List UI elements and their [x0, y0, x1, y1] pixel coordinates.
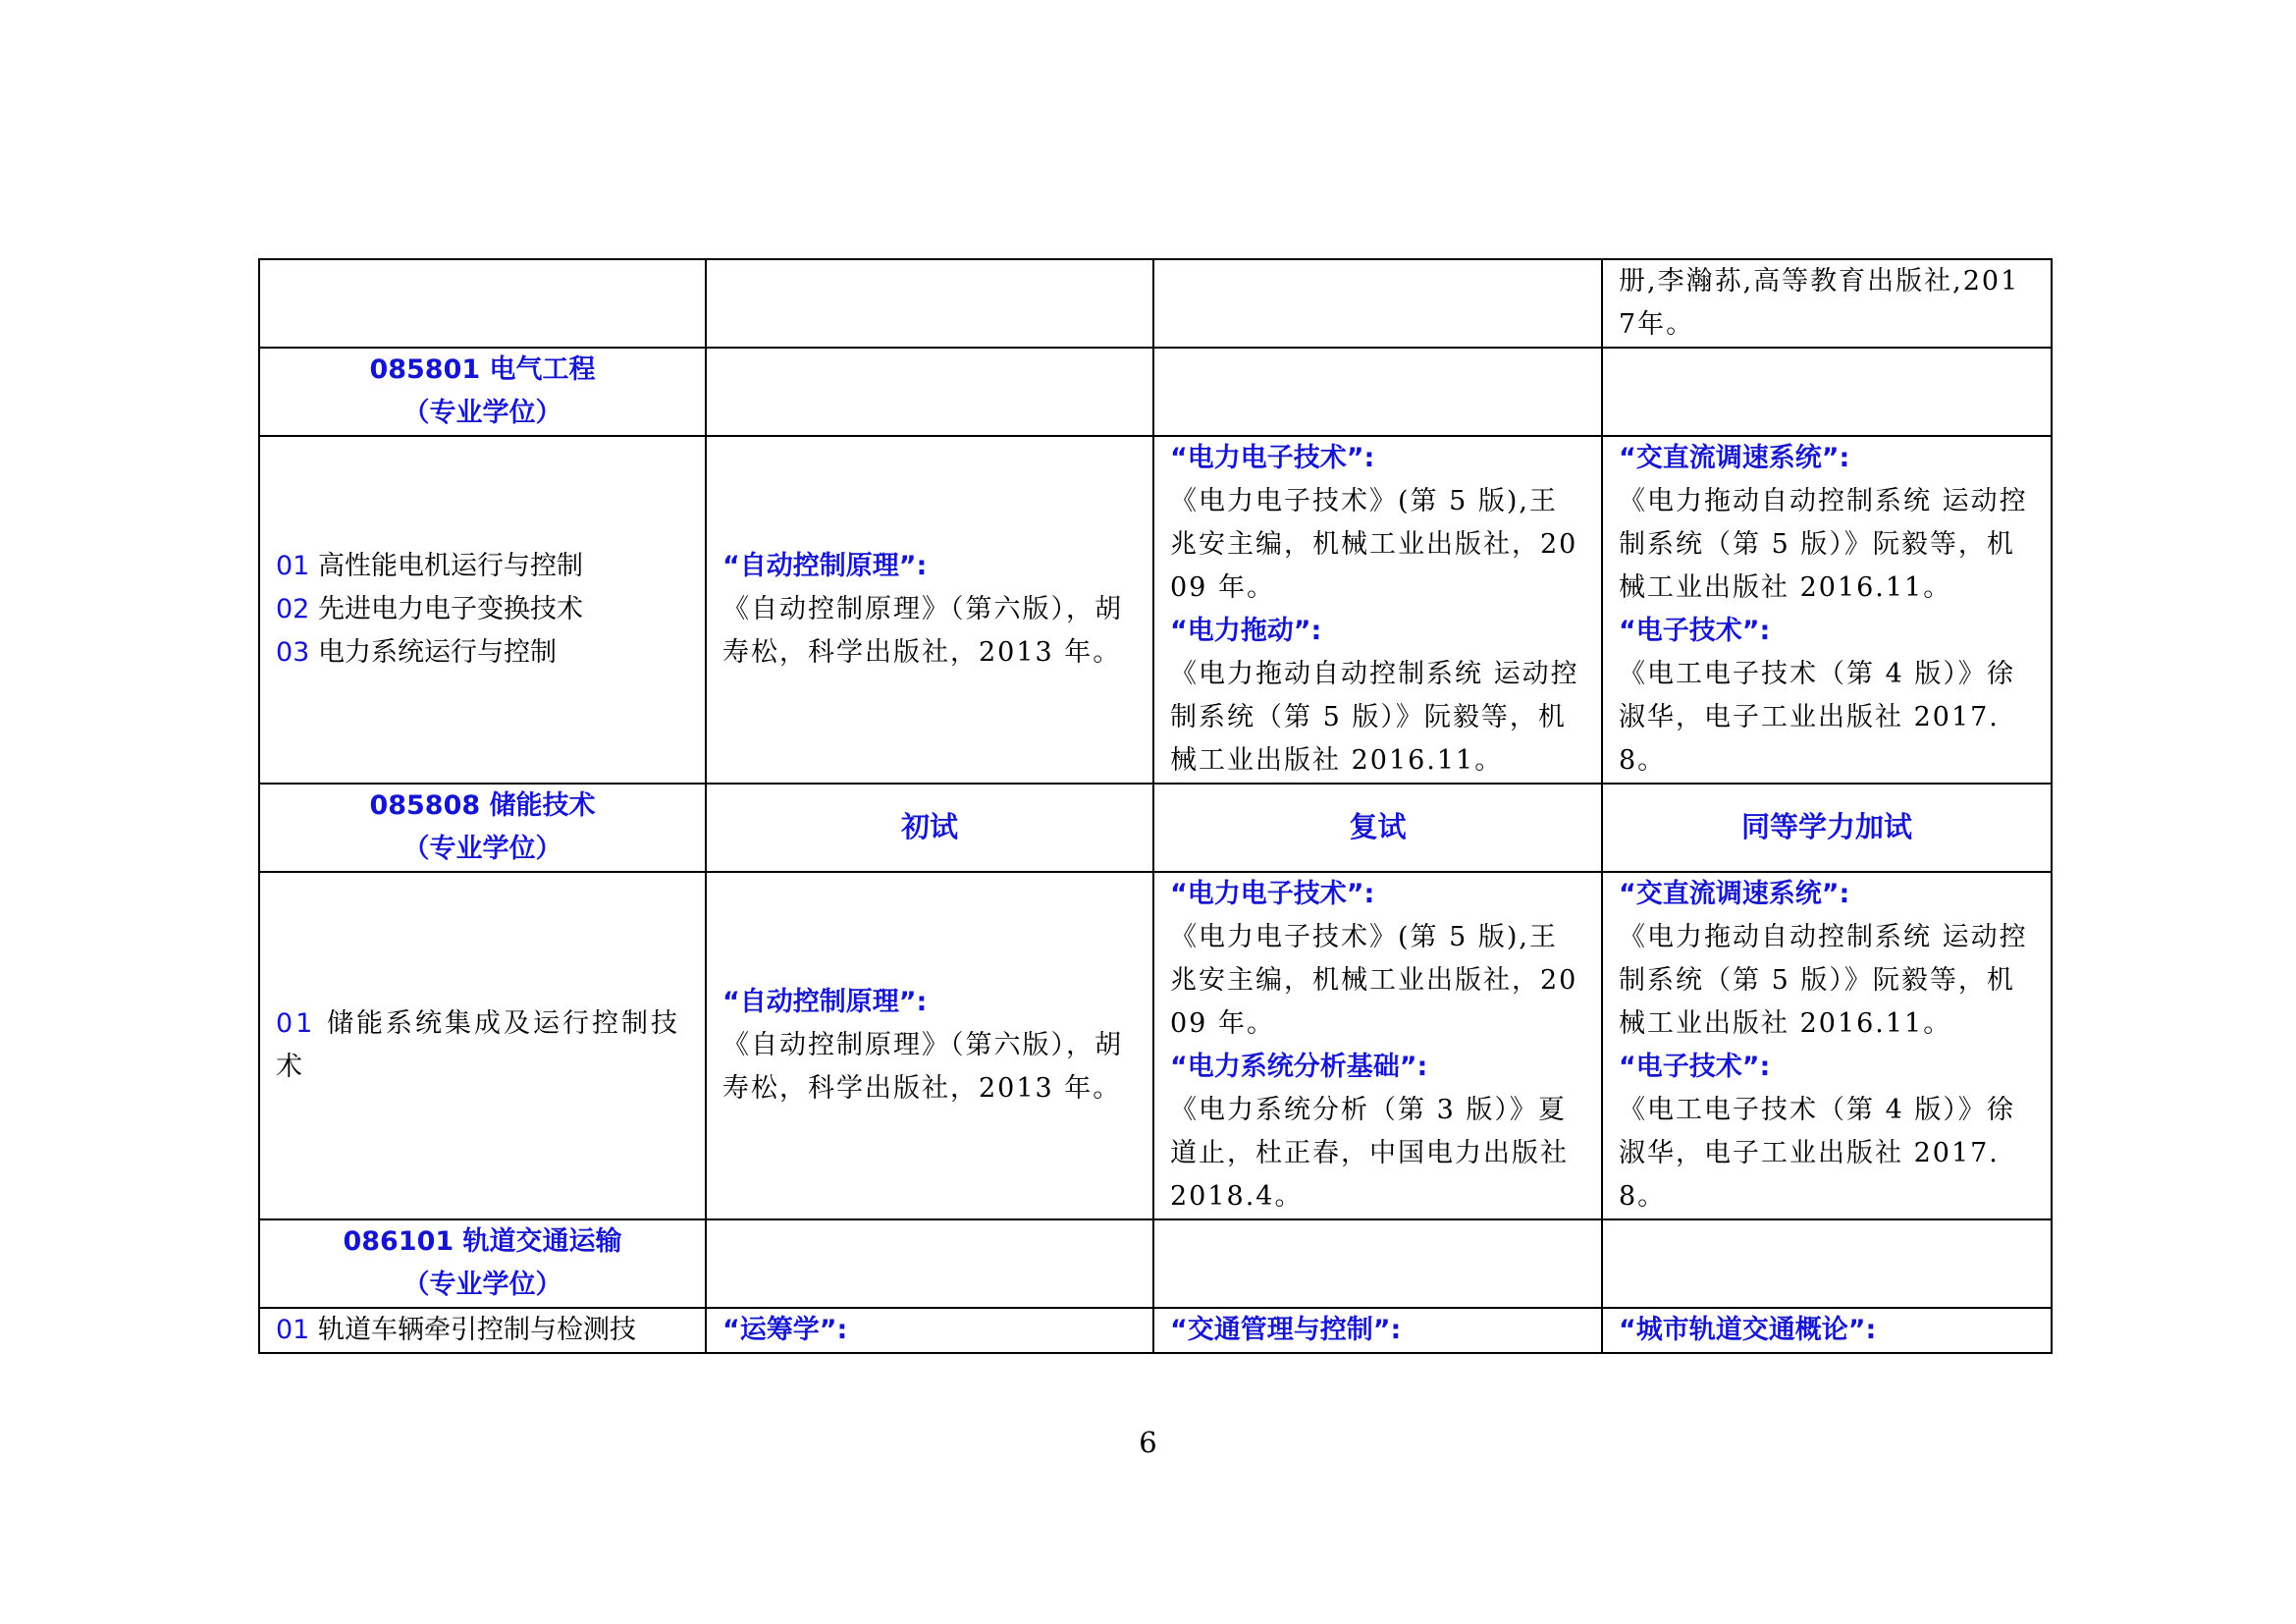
- exam-subject: “电子技术”:: [1619, 616, 1771, 646]
- major-code-name: 086101 轨道交通运输: [343, 1226, 622, 1257]
- reference-book: 《电力拖动自动控制系统 运动控制系统（第 5 版）》阮毅等，机械工业出版社 2016.11。: [1170, 659, 1579, 776]
- reference-book: 《电力拖动自动控制系统 运动控制系统（第 5 版）》阮毅等，机械工业出版社 2016.11。: [1619, 486, 2028, 603]
- major-title-cell: [259, 1219, 706, 1308]
- retest-exam-cell: [1153, 872, 1602, 1219]
- major-degree: （专业学位）: [402, 1270, 562, 1300]
- major-header-row: [259, 348, 2052, 436]
- major-title-cell: [259, 348, 706, 436]
- major-header-row: [259, 784, 2052, 872]
- exam-subject: “电力电子技术”:: [1170, 443, 1375, 473]
- list-item: 02 先进电力电子变换技术: [276, 594, 583, 624]
- list-item: 01 轨道车辆牵引控制与检测技: [276, 1315, 636, 1345]
- exam-subject: “交直流调速系统”:: [1619, 879, 1850, 909]
- catalog-table: [258, 258, 2053, 1354]
- reference-book: 《电力电子技术》(第 5 版),王兆安主编，机械工业出版社，2009 年。: [1170, 486, 1578, 603]
- major-degree: （专业学位）: [402, 834, 562, 864]
- reference-book: 《电工电子技术（第 4 版）》徐淑华，电子工业出版社 2017.8。: [1619, 659, 2015, 776]
- retest-exam-cell: [1153, 436, 1602, 784]
- extra-exam-cell: [1602, 1308, 2052, 1353]
- list-item: 01 储能系统集成及运行控制技术: [276, 1008, 680, 1082]
- initial-exam-cell: [706, 872, 1153, 1219]
- retest-exam-cell: [1153, 1308, 1602, 1353]
- empty-cell: [1602, 1219, 2052, 1308]
- reference-book: 《电力电子技术》(第 5 版),王兆安主编，机械工业出版社，2009 年。: [1170, 922, 1578, 1039]
- exam-subject: “电力拖动”:: [1170, 616, 1322, 646]
- exam-subject: “电子技术”:: [1619, 1052, 1771, 1082]
- exam-subject: “城市轨道交通概论”:: [1619, 1315, 1877, 1345]
- column-header-retest: 复试: [1153, 784, 1602, 872]
- exam-subject: “自动控制原理”:: [722, 551, 928, 581]
- column-header-initial: 初试: [706, 784, 1153, 872]
- reference-book: 《电工电子技术（第 4 版）》徐淑华，电子工业出版社 2017.8。: [1619, 1095, 2015, 1212]
- empty-cell: [1153, 259, 1602, 348]
- page-number: 6: [1139, 1426, 1157, 1459]
- empty-cell: [706, 348, 1153, 436]
- list-item: 03 电力系统运行与控制: [276, 637, 557, 668]
- major-header-row: [259, 1219, 2052, 1308]
- exam-subject: “交通管理与控制”:: [1170, 1315, 1402, 1345]
- empty-cell: [706, 1219, 1153, 1308]
- major-code-name: 085801 电气工程: [369, 354, 596, 385]
- initial-exam-cell: [706, 1308, 1153, 1353]
- reference-book: 《自动控制原理》（第六版），胡寿松，科学出版社，2013 年。: [722, 594, 1123, 668]
- exam-subject: “电力系统分析基础”:: [1170, 1052, 1428, 1082]
- exam-subject: “电力电子技术”:: [1170, 879, 1375, 909]
- research-directions: [259, 1308, 706, 1353]
- major-detail-row: [259, 872, 2052, 1219]
- extra-exam-cell: [1602, 872, 2052, 1219]
- major-detail-row: [259, 1308, 2052, 1353]
- initial-exam-cell: [706, 436, 1153, 784]
- exam-subject: “交直流调速系统”:: [1619, 443, 1850, 473]
- reference-book: 《电力拖动自动控制系统 运动控制系统（第 5 版）》阮毅等，机械工业出版社 2016.11。: [1619, 922, 2028, 1039]
- column-header-extra: 同等学力加试: [1602, 784, 2052, 872]
- major-title-cell: [259, 784, 706, 872]
- exam-subject: “自动控制原理”:: [722, 987, 928, 1017]
- exam-subject: “运筹学”:: [722, 1315, 848, 1345]
- extra-exam-cell: [1602, 436, 2052, 784]
- continued-reference: 册,李瀚荪,高等教育出版社,2017年。: [1602, 259, 2052, 348]
- empty-cell: [1602, 348, 2052, 436]
- major-detail-row: [259, 436, 2052, 784]
- research-directions: [259, 436, 706, 784]
- reference-book: 《自动控制原理》（第六版），胡寿松，科学出版社，2013 年。: [722, 1030, 1123, 1104]
- table-row: [259, 259, 2052, 348]
- list-item: 01 高性能电机运行与控制: [276, 551, 583, 581]
- empty-cell: [1153, 348, 1602, 436]
- empty-cell: [706, 259, 1153, 348]
- major-degree: （专业学位）: [402, 398, 562, 428]
- major-code-name: 085808 储能技术: [369, 790, 596, 821]
- research-directions: [259, 872, 706, 1219]
- empty-cell: [1153, 1219, 1602, 1308]
- empty-cell: [259, 259, 706, 348]
- reference-book: 《电力系统分析（第 3 版）》夏道止，杜正春，中国电力出版社 2018.4。: [1170, 1095, 1569, 1212]
